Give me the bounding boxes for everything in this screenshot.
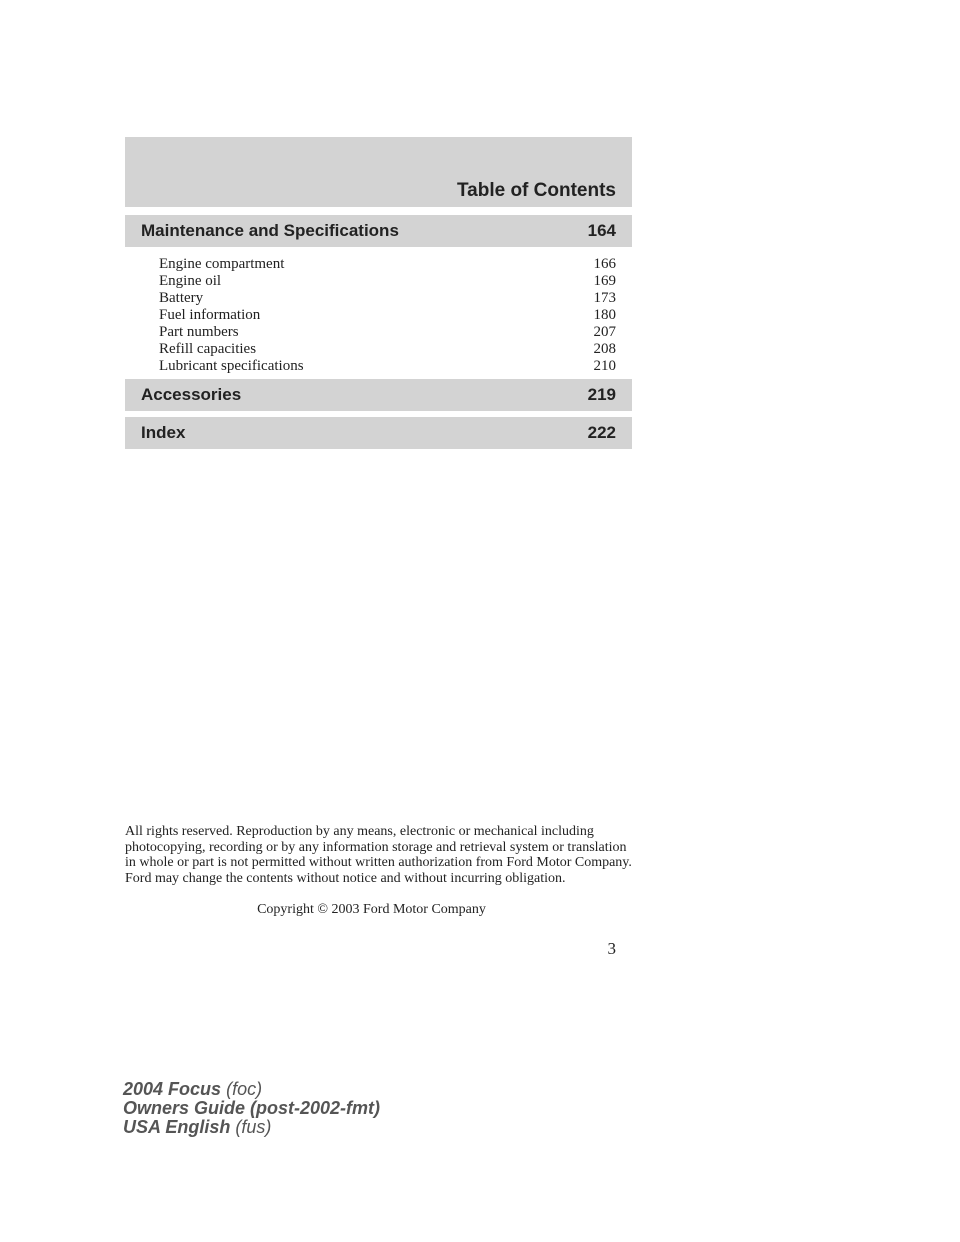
section-page: 219 <box>587 385 616 404</box>
list-item[interactable] <box>159 324 616 341</box>
entry-label: Lubricant specifications <box>159 358 304 374</box>
entry-page: 173 <box>593 290 616 306</box>
document-footer <box>123 1080 380 1137</box>
entry-label: Battery <box>159 290 204 306</box>
entry-label: Engine compartment <box>159 256 285 272</box>
copyright-line <box>125 902 632 918</box>
footer-language: USA English <box>123 1117 231 1137</box>
footer-line-guide <box>123 1099 380 1118</box>
entry-page: 207 <box>593 324 616 340</box>
entry-page: 180 <box>593 307 616 323</box>
section-accessories[interactable] <box>125 379 632 411</box>
footer-line-model <box>123 1080 380 1099</box>
section-index[interactable] <box>125 417 632 449</box>
footer-model: 2004 Focus <box>123 1079 222 1099</box>
entry-label: Engine oil <box>159 273 222 289</box>
list-item[interactable] <box>159 290 616 307</box>
entry-page: 210 <box>593 358 616 374</box>
page-number: 3 <box>607 939 616 958</box>
entry-list <box>159 256 616 375</box>
entry-page: 166 <box>593 256 616 272</box>
entry-label: Refill capacities <box>159 341 257 357</box>
list-item[interactable] <box>159 358 616 375</box>
footer-language-code: (fus) <box>235 1117 272 1137</box>
entry-page: 169 <box>593 273 616 289</box>
list-item[interactable] <box>159 307 616 324</box>
toc-header <box>125 137 632 207</box>
entry-label: Part numbers <box>159 324 239 340</box>
copyright-text: Copyright © 2003 Ford Motor Company <box>257 902 486 917</box>
footer-guide: Owners Guide (post-2002-fmt) <box>123 1098 381 1118</box>
list-item[interactable] <box>159 256 616 273</box>
list-item[interactable] <box>159 341 616 358</box>
section-label: Index <box>141 423 186 442</box>
section-page: 164 <box>587 221 616 240</box>
footer-model-code: (foc) <box>226 1079 263 1099</box>
section-label: Accessories <box>141 385 242 404</box>
entry-label: Fuel information <box>159 307 261 323</box>
section-label: Maintenance and Specifications <box>141 221 399 240</box>
toc-title: Table of Contents <box>456 180 616 201</box>
list-item[interactable] <box>159 273 616 290</box>
section-page: 222 <box>587 423 616 442</box>
section-maintenance[interactable] <box>125 215 632 247</box>
footer-line-language <box>123 1118 380 1137</box>
rights-notice: All rights reserved. Reproduction by any means, electronic or mechanical including photocopying, recording or by any information storage and retrieval system or translation in whole or part is not permitted without written authorization from Ford Motor Company. Ford may change the contents without notice and without incurring obligation. <box>125 824 632 886</box>
entry-page: 208 <box>593 341 616 357</box>
